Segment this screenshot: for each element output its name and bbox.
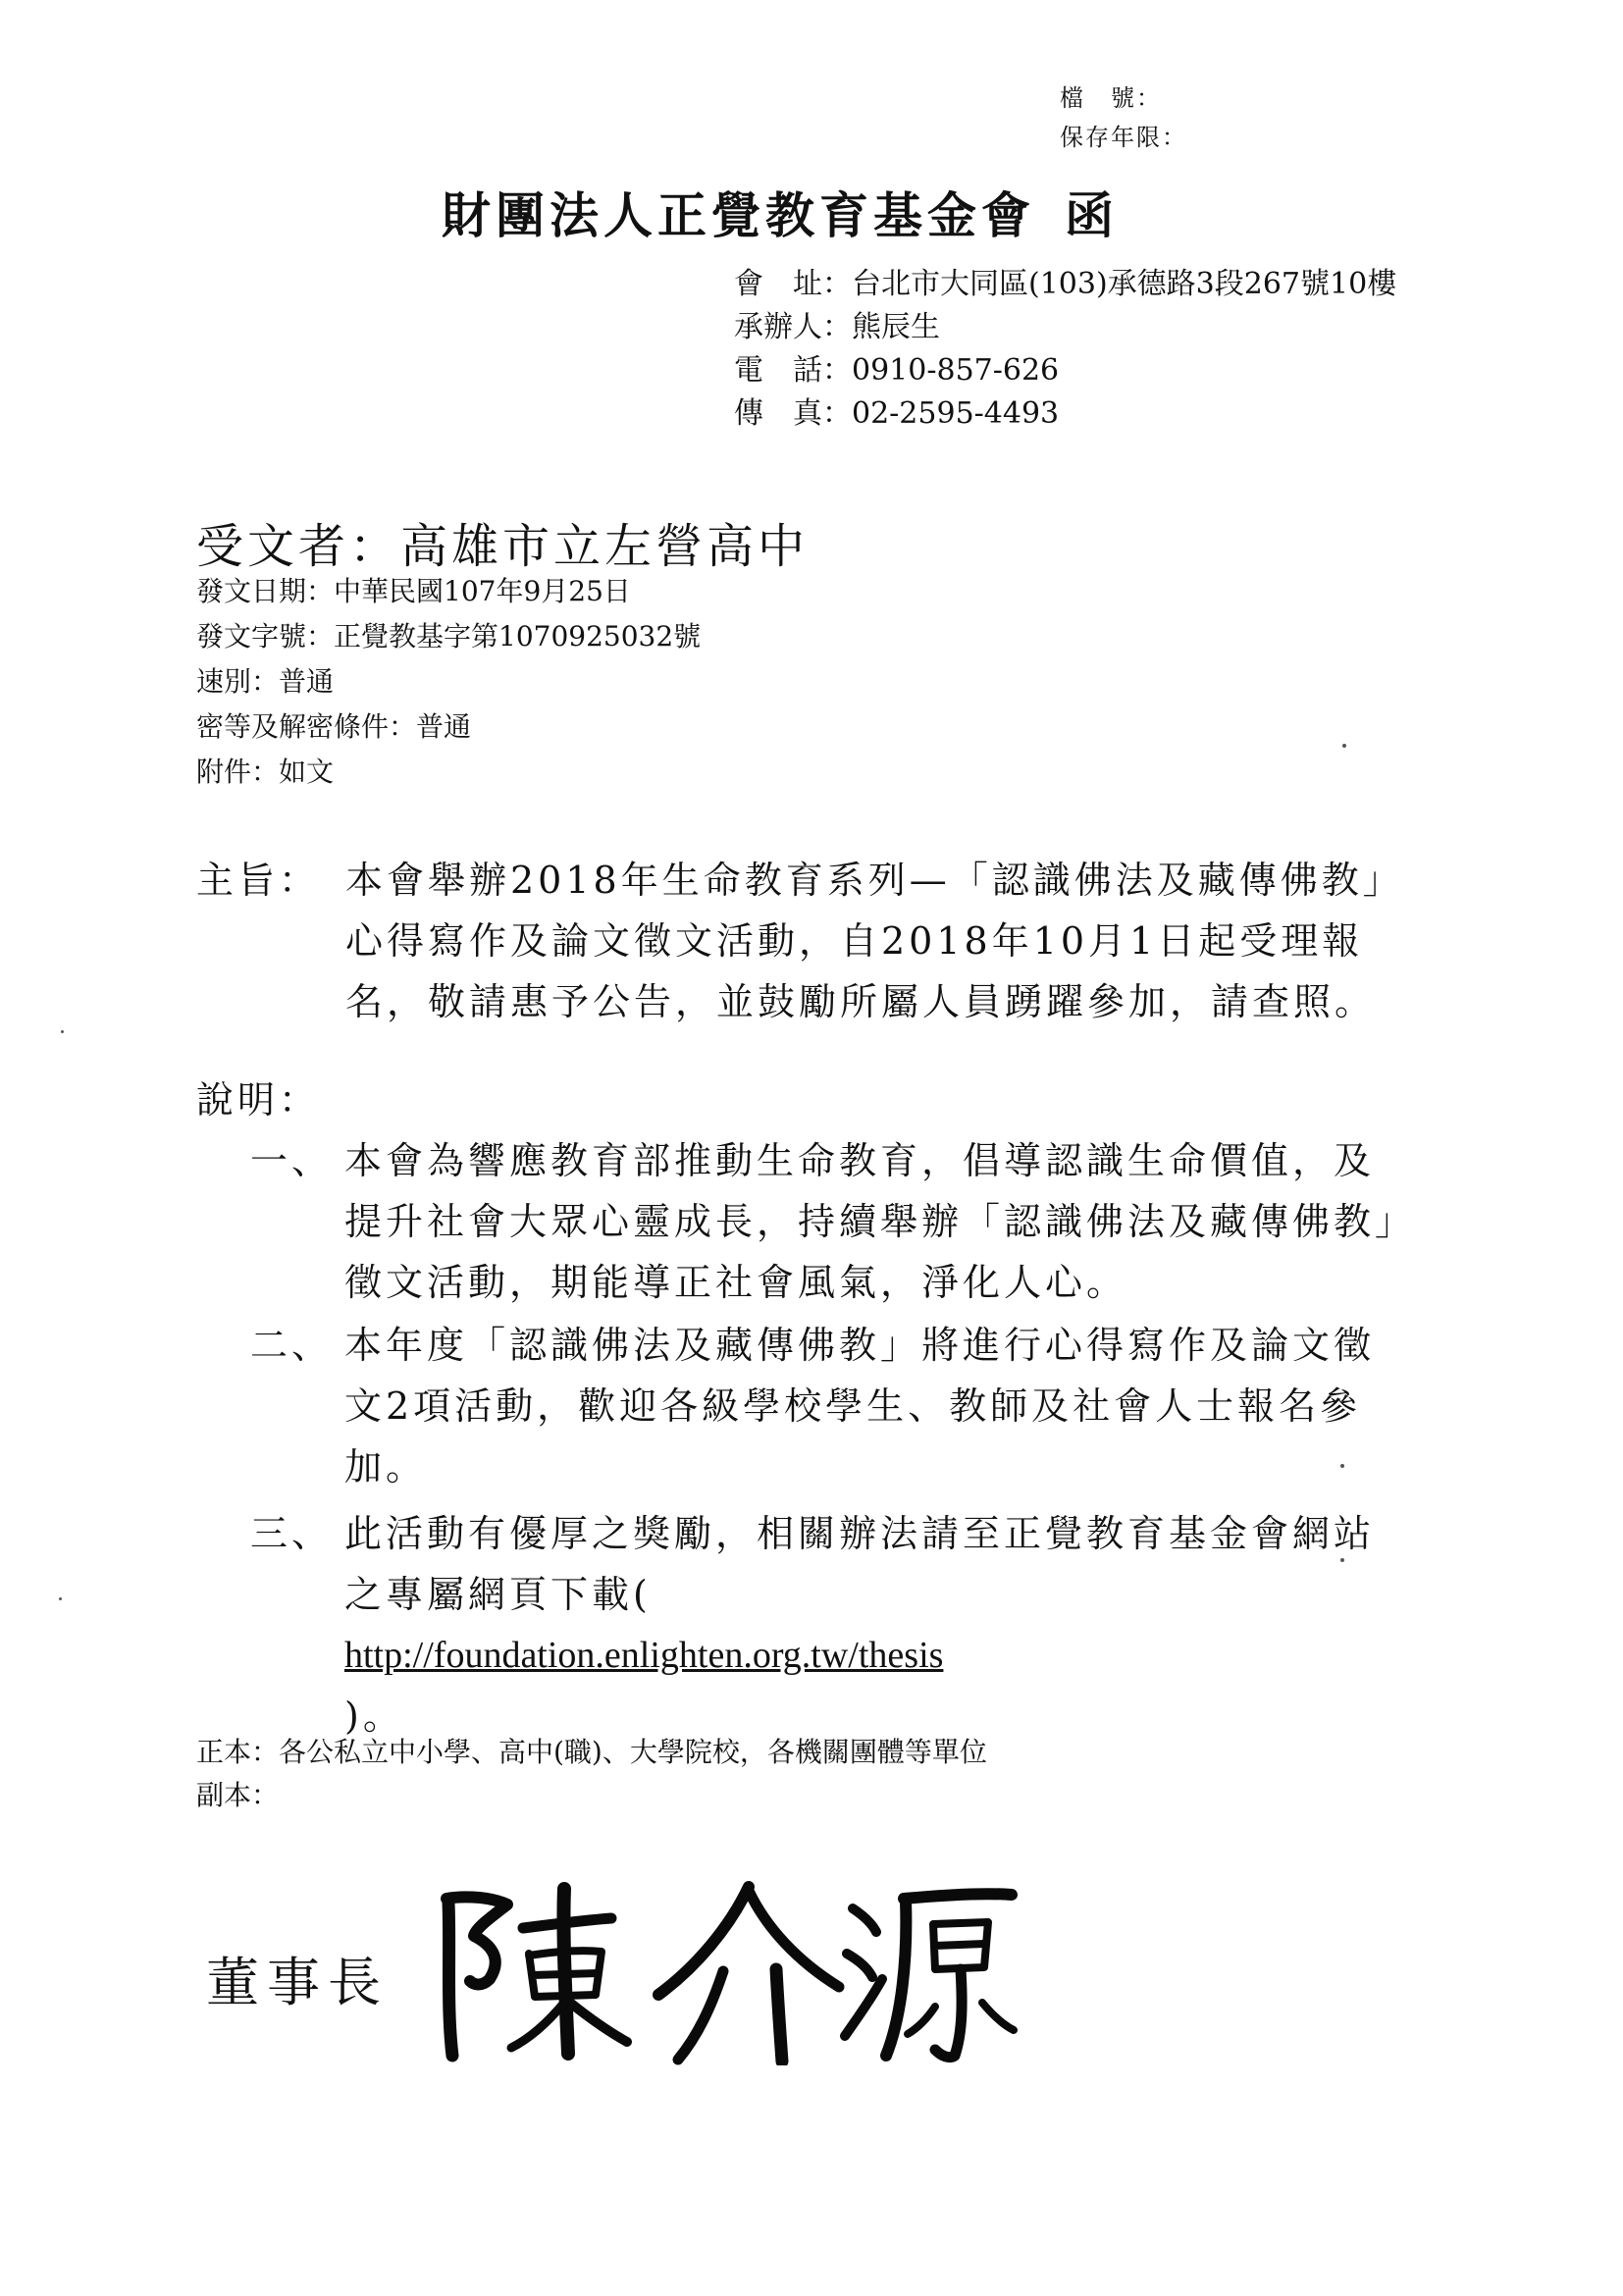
- item-number: 一、: [250, 1139, 334, 1182]
- issue-number: 發文字號：正覺教基字第1070925032號: [196, 620, 702, 652]
- issue-meta: [196, 569, 701, 795]
- organization-name: 財團法人正覺教育基金會: [442, 186, 1035, 244]
- scan-speck: [1340, 1464, 1344, 1468]
- link-suffix: )。: [344, 1695, 404, 1738]
- recipient-value: 高雄市立左營高中: [400, 519, 810, 574]
- contact-handler: 承辦人 ： 熊辰生: [734, 306, 1396, 349]
- description-item-1: [250, 1130, 1442, 1313]
- speed-class: 速別：普通: [196, 665, 335, 698]
- handler-value: 熊辰生: [852, 310, 940, 344]
- item-line: 提升社會大眾心靈成長，持續舉辦「認識佛法及藏傳佛教」: [344, 1200, 1417, 1243]
- subject-line: 本會舉辦2018年生命教育系列—「認識佛法及藏傳佛教」: [345, 859, 1404, 902]
- item-line: 加。: [344, 1445, 428, 1488]
- scan-speck: [61, 1030, 64, 1033]
- scan-speck: [1342, 744, 1346, 748]
- item-line: [344, 1564, 1442, 1747]
- copy-recipients: 副本：: [196, 1779, 280, 1811]
- item-number: 三、: [250, 1512, 334, 1555]
- item-line: 此活動有優厚之獎勵，相關辦法請至正覺教育基金會網站: [344, 1512, 1376, 1555]
- filing-meta: [1060, 78, 1187, 157]
- contact-block: [734, 263, 1396, 436]
- recipient-label: 受文者: [196, 519, 350, 574]
- phone-value: 0910-857-626: [852, 353, 1060, 388]
- item-line: 本會為響應教育部推動生命教育，倡導認識生命價值，及: [344, 1139, 1376, 1182]
- recipient: 受文者：高雄市立左營高中: [196, 519, 810, 574]
- chairman-title: 董事長: [206, 1952, 389, 2013]
- fax-value: 02-2595-4493: [852, 396, 1060, 431]
- description-item-2: [250, 1315, 1442, 1497]
- contact-fax: 傳 真 ： 02-2595-4493: [734, 392, 1396, 436]
- description-label: 說明：: [196, 1078, 321, 1122]
- fax-label: 傳 真: [734, 396, 822, 431]
- description-item-3: [250, 1503, 1442, 1747]
- link-prefix: 之專屬網頁下載(: [344, 1573, 652, 1616]
- primary-recipients: 正本：各公私立中小學、高中(職)、大學院校，各機關團體等單位: [196, 1736, 987, 1768]
- address-label: 會 址: [734, 267, 822, 301]
- letter-title: [442, 177, 1119, 247]
- thesis-page-link[interactable]: http://foundation.enlighten.org.tw/thesis: [344, 1635, 944, 1676]
- attachment: 附件：如文: [196, 756, 335, 788]
- issue-date: 發文日期：中華民國107年9月25日: [196, 575, 631, 607]
- retention-period-label: 保存年限：: [1060, 124, 1187, 151]
- subject-label: 主旨：: [196, 859, 321, 902]
- subject-line: 名，敬請惠予公告，並鼓勵所屬人員踴躍參加，請查照。: [345, 980, 1377, 1023]
- contact-phone: 電 話 ： 0910-857-626: [734, 349, 1396, 392]
- scan-speck: [59, 1597, 62, 1600]
- file-number-label: 檔 號：: [1060, 84, 1162, 112]
- item-number: 二、: [250, 1324, 334, 1367]
- item-text: [344, 1130, 1442, 1313]
- document-type: 函: [1065, 186, 1119, 244]
- handler-label: 承辦人: [734, 310, 822, 344]
- distribution: [196, 1731, 987, 1817]
- handwritten-signature: [417, 1859, 1025, 2065]
- item-line: 徵文活動，期能導正社會風氣，淨化人心。: [344, 1261, 1128, 1304]
- address-value: 台北市大同區(103)承德路3段267號10樓: [852, 267, 1397, 301]
- item-line: 本年度「認識佛法及藏傳佛教」將進行心得寫作及論文徵: [344, 1324, 1376, 1367]
- item-line: 文2項活動，歡迎各級學校學生、教師及社會人士報名參: [344, 1384, 1362, 1428]
- phone-label: 電 話: [734, 353, 822, 388]
- contact-address: 會 址 ： 台北市大同區(103)承德路3段267號10樓: [734, 263, 1396, 306]
- item-text: [344, 1503, 1442, 1747]
- scan-speck: [1340, 1558, 1344, 1562]
- subject-line: 心得寫作及論文徵文活動，自2018年10月1日起受理報: [345, 919, 1364, 963]
- security-class: 密等及解密條件：普通: [196, 710, 472, 743]
- subject-text: [345, 850, 1440, 1032]
- item-text: [344, 1315, 1442, 1497]
